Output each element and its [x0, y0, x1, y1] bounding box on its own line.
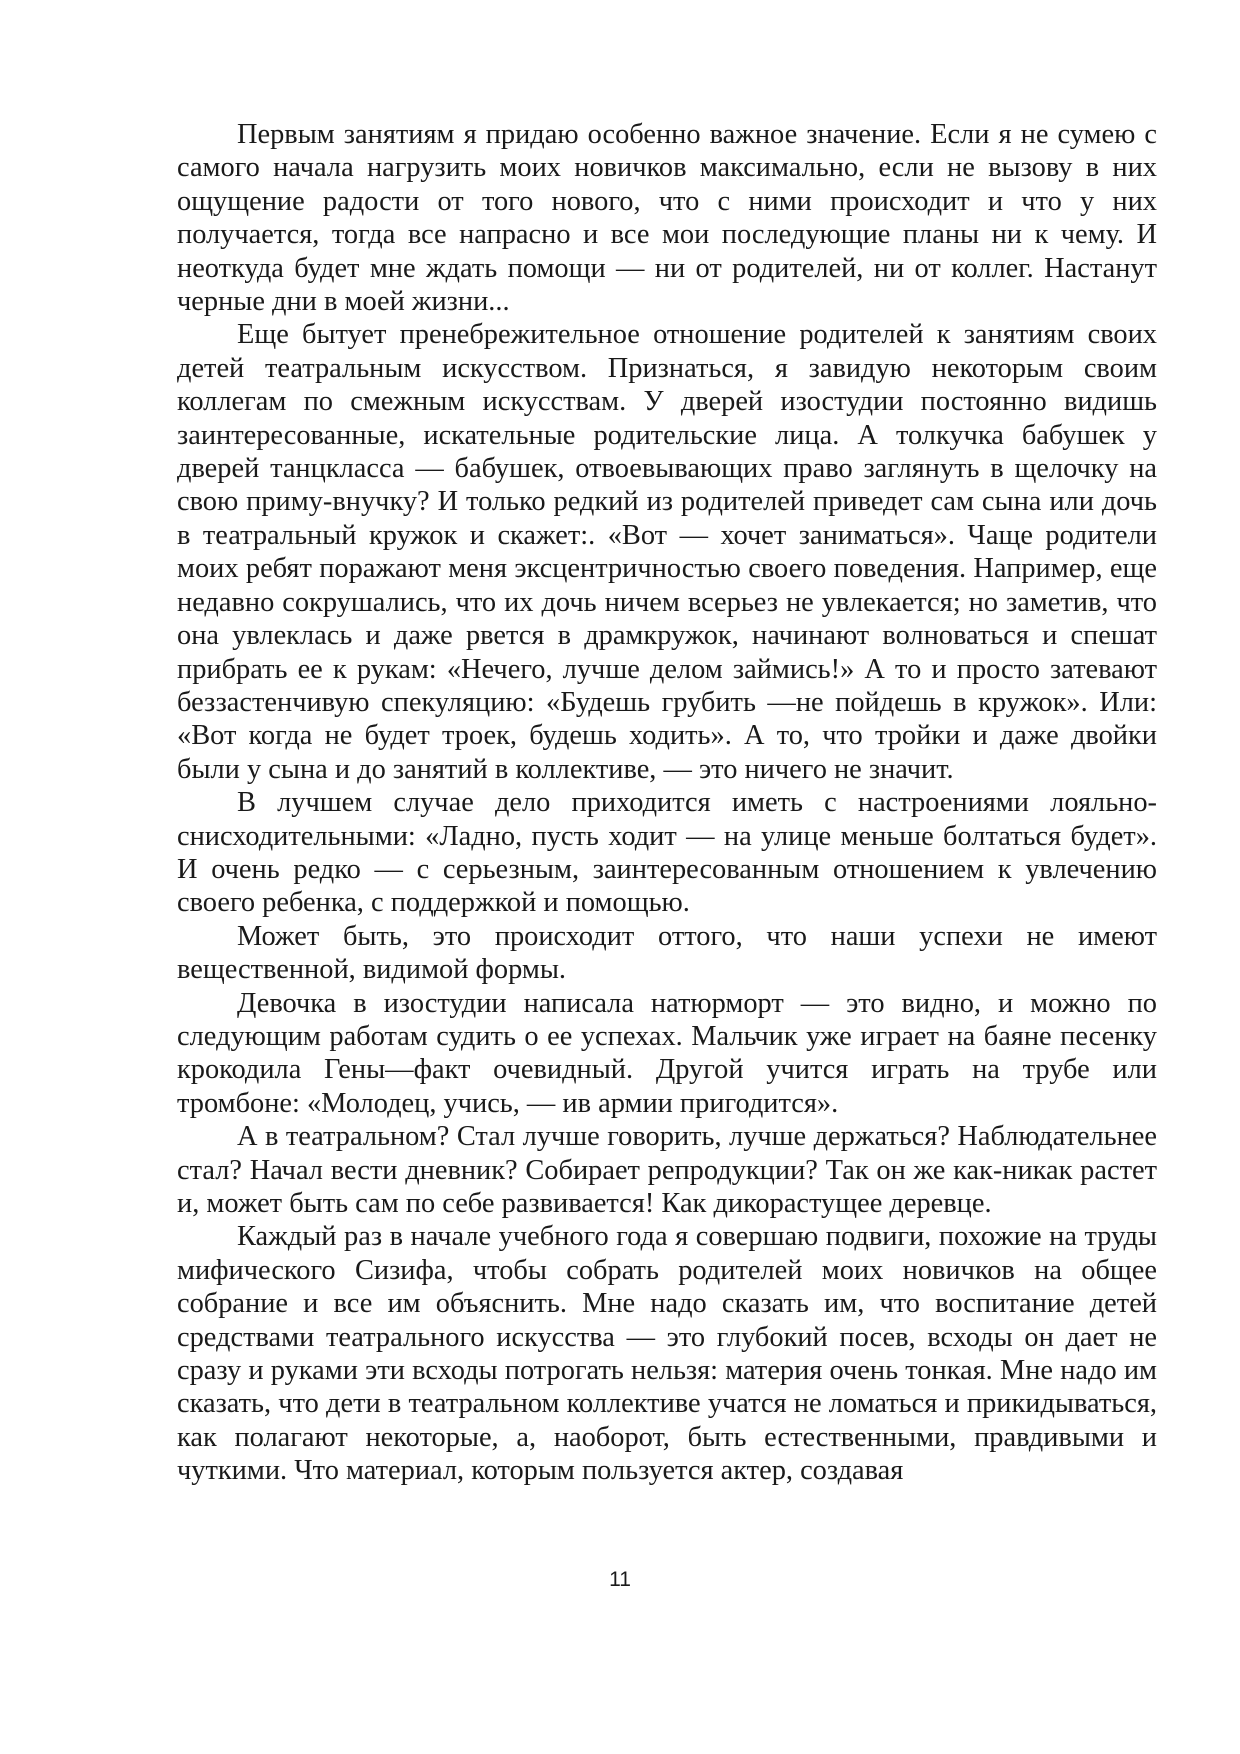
- page-number: 11: [609, 1568, 631, 1591]
- paragraph: Девочка в изостудии написала натюрморт — это видно, и можно по следующим работам судить о ее успехах. Мальчик уже играет на баяне песенку крокодила Гены—факт очевидный. Другой учится играть на трубе или тромбоне: «Молодец, учись, — ив армии пригодится».: [177, 987, 1157, 1119]
- paragraph: В лучшем случае дело приходится иметь с настроениями лояльно-снисходительными: «Ладно, пусть ходит — на улице меньше болтаться будет». И очень редко — с серьезным, заинтересованным отношением к увлечению своего ребенка, с поддержкой и помощью.: [177, 787, 1157, 919]
- paragraph: Может быть, это происходит оттого, что наши успехи не имеют вещественной, видимой формы.: [177, 920, 1157, 986]
- paragraph: Каждый раз в начале учебного года я совершаю подвиги, похожие на труды мифического Сизифа, чтобы собрать родителей моих новичков на общее собрание и все им объяснить. Мне надо сказать им, что воспитание детей средствами театрального искусства — это глубокий посев, всходы он дает не сразу и руками эти всходы потрогать нельзя: материя очень тонкая. Мне надо им сказать, что дети в театральном коллективе учатся не ломаться и прикидываться, как полагают некоторые, а, наоборот, быть естественными, правдивыми и чуткими. Что материал, которым пользуется актер, создавая: [177, 1221, 1157, 1487]
- text-body: [177, 118, 1157, 1488]
- paragraph: Еще бытует пренебрежительное отношение родителей к занятиям своих детей театральным искусством. Признаться, я завидую некоторым своим коллегам по смежным искусствам. У дверей изостудии постоянно видишь заинтересованные, искательные родительские лица. А толкучка бабушек у дверей танцкласса — бабушек, отвоевывающих право заглянуть в щелочку на свою приму-внучку? И только редкий из родителей приведет сам сына или дочь в театральный кружок и скажет:. «Вот — хочет заниматься». Чаще родители моих ребят поражают меня эксцентричностью своего поведения. Например, еще недавно сокрушались, что их дочь ничем всерьез не увлекается; но заметив, что она увлеклась и даже рвется в драмкружок, начинают волноваться и спешат прибрать ее к рукам: «Нечего, лучше делом займись!» А то и просто затевают беззастенчивую спекуляцию: «Будешь грубить —не пойдешь в кружок». Или: «Вот когда не будет троек, будешь ходить». А то, что тройки и даже двойки были у сына и до занятий в коллективе, — это ничего не значит.: [177, 319, 1157, 785]
- paragraph: А в театральном? Стал лучше говорить, лучше держаться? Наблюдательнее стал? Начал вести дневник? Собирает репродукции? Так он же как-никак растет и, может быть сам по себе развивается! Как дикорастущее деревце.: [177, 1121, 1157, 1219]
- paragraph: Первым занятиям я придаю особенно важное значение. Если я не сумею с самого начала нагрузить моих новичков максимально, если не вызову в них ощущение радости от того нового, что с ними происходит и что у них получается, тогда все напрасно и все мои последующие планы ни к чему. И неоткуда будет мне ждать помощи — ни от родителей, ни от коллег. Настанут черные дни в моей жизни...: [177, 119, 1157, 318]
